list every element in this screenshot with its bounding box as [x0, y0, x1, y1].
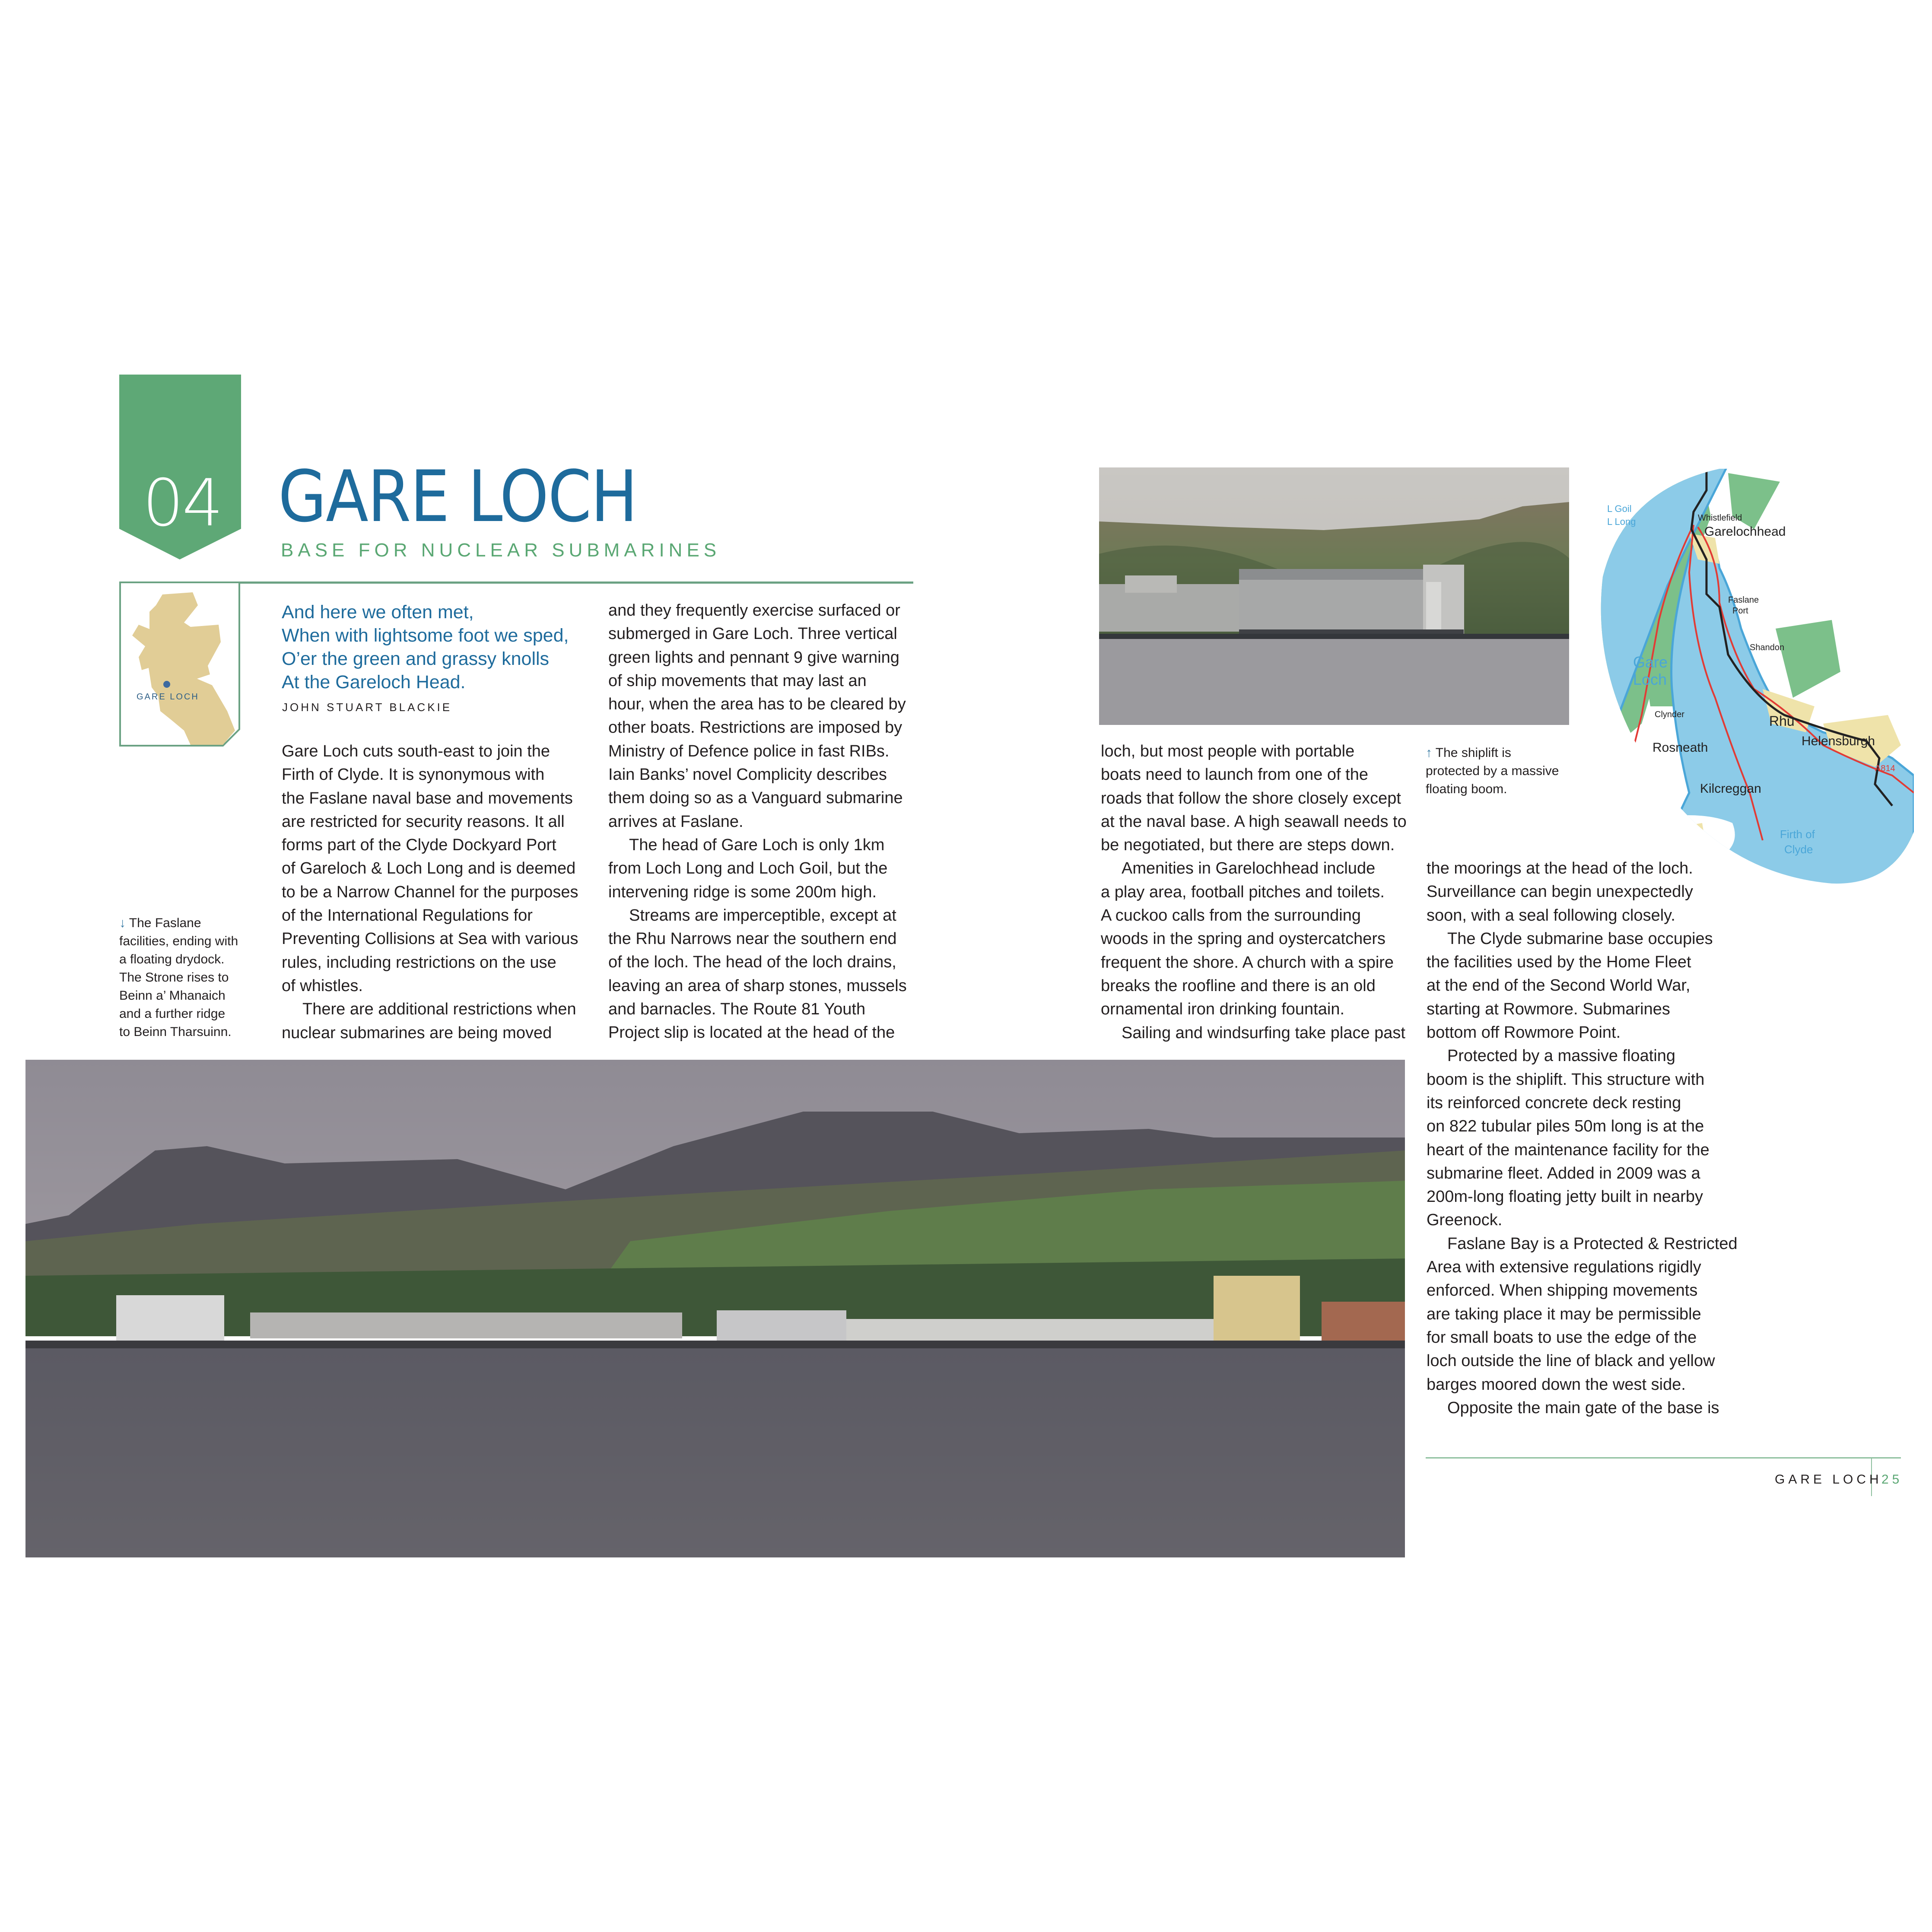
- poem-line: At the Gareloch Head.: [282, 672, 466, 693]
- text-line: There are additional restrictions when: [302, 1000, 576, 1019]
- text-line: loch outside the line of black and yellow: [1427, 1352, 1715, 1370]
- text-line: intervening ridge is some 200m high.: [608, 883, 877, 901]
- svg-text:Kilcreggan: Kilcreggan: [1700, 782, 1761, 796]
- text-line: of the loch. The head of the loch drains,: [608, 953, 896, 972]
- text-line: enforced. When shipping movements: [1427, 1281, 1698, 1300]
- text-line: and they frequently exercise surfaced or: [608, 601, 900, 620]
- text-line: of whistles.: [282, 976, 363, 995]
- svg-text:Whistlefield: Whistlefield: [1698, 513, 1742, 523]
- text-line: the Rhu Narrows near the southern end: [608, 930, 897, 948]
- svg-text:Rhu: Rhu: [1769, 713, 1795, 729]
- text-line: Project slip is located at the head of the: [608, 1023, 895, 1042]
- shiplift-photo: [1099, 467, 1569, 725]
- text-line: A cuckoo calls from the surrounding: [1101, 906, 1361, 925]
- svg-text:Firth of: Firth of: [1780, 828, 1815, 841]
- scotland-locator-map: [119, 582, 240, 747]
- caption-line: facilities, ending with: [119, 934, 238, 948]
- text-line: loch, but most people with portable: [1101, 742, 1355, 760]
- text-line: heart of the maintenance facility for the: [1427, 1141, 1710, 1159]
- caption-line: The shiplift is: [1435, 746, 1511, 760]
- chapter-subtitle: BASE FOR NUCLEAR SUBMARINES: [281, 540, 721, 561]
- svg-text:A814: A814: [1875, 764, 1895, 773]
- svg-text:Gare: Gare: [1633, 653, 1668, 671]
- svg-text:L Long: L Long: [1607, 516, 1636, 527]
- text-line: nuclear submarines are being moved: [282, 1023, 552, 1042]
- text-line: boom is the shiplift. This structure with: [1427, 1070, 1705, 1089]
- svg-text:Faslane: Faslane: [1728, 595, 1759, 605]
- text-line: the Faslane naval base and movements: [282, 789, 573, 807]
- poem-line: And here we often met,: [282, 602, 474, 623]
- text-line: Ministry of Defence police in fast RIBs.: [608, 742, 890, 760]
- text-line: leaving an area of sharp stones, mussels: [608, 976, 907, 995]
- svg-text:Shandon: Shandon: [1750, 643, 1785, 652]
- gare-loch-area-map: [1590, 464, 1914, 892]
- text-line: its reinforced concrete deck resting: [1427, 1093, 1681, 1112]
- inset-map-label: GARE LOCH: [137, 692, 199, 702]
- epigraph-poem: [282, 601, 610, 694]
- text-line: a play area, football pitches and toilets.: [1101, 883, 1385, 901]
- caption-line: Beinn a’ Mhanaich: [119, 988, 226, 1003]
- text-line: arrives at Faslane.: [608, 812, 744, 831]
- text-line: the facilities used by the Home Fleet: [1427, 953, 1691, 972]
- text-line: for small boats to use the edge of the: [1427, 1328, 1697, 1347]
- text-line: Preventing Collisions at Sea with various: [282, 930, 578, 948]
- text-line: Gare Loch cuts south-east to join the: [282, 742, 550, 760]
- text-line: Protected by a massive floating: [1447, 1047, 1676, 1065]
- text-line: are taking place it may be permissible: [1427, 1305, 1701, 1323]
- text-line: roads that follow the shore closely except: [1101, 789, 1401, 807]
- arrow-up-icon: ↑: [1426, 746, 1432, 760]
- svg-text:Helensburgh: Helensburgh: [1802, 734, 1875, 748]
- text-line: from Loch Long and Loch Goil, but the: [608, 859, 888, 878]
- body-column-1: [282, 740, 601, 1045]
- running-title: GARE LOCH: [1775, 1472, 1882, 1487]
- svg-text:Rosneath: Rosneath: [1652, 740, 1708, 755]
- caption-line: floating boom.: [1426, 782, 1507, 796]
- svg-text:Loch: Loch: [1633, 670, 1667, 688]
- poem-line: When with lightsome foot we sped,: [282, 625, 569, 646]
- text-line: green lights and pennant 9 give warning: [608, 648, 899, 667]
- body-column-4: [1427, 857, 1746, 1420]
- body-column-2: [608, 599, 928, 1045]
- svg-text:Clyde: Clyde: [1784, 843, 1813, 856]
- text-line: rules, including restrictions on the use: [282, 953, 556, 972]
- text-line: Opposite the main gate of the base is: [1447, 1398, 1719, 1417]
- text-line: soon, with a seal following closely.: [1427, 906, 1675, 925]
- text-line: them doing so as a Vanguard submarine: [608, 789, 903, 807]
- text-line: and barnacles. The Route 81 Youth: [608, 1000, 866, 1019]
- text-line: Surveillance can begin unexpectedly: [1427, 883, 1693, 901]
- text-line: are restricted for security reasons. It all: [282, 812, 565, 831]
- text-line: of the International Regulations for: [282, 906, 533, 925]
- svg-text:Port: Port: [1732, 606, 1748, 616]
- caption-line: to Beinn Tharsuinn.: [119, 1025, 232, 1039]
- text-line: be negotiated, but there are steps down.: [1101, 836, 1395, 855]
- poem-line: O’er the green and grassy knolls: [282, 648, 550, 669]
- text-line: Area with extensive regulations rigidly: [1427, 1258, 1701, 1277]
- text-line: 200m-long floating jetty built in nearby: [1427, 1188, 1703, 1206]
- text-line: Faslane Bay is a Protected & Restricted: [1447, 1234, 1738, 1253]
- arrow-down-icon: ↓: [119, 916, 126, 930]
- map-label: L Goil: [1607, 503, 1632, 514]
- text-line: submerged in Gare Loch. Three vertical: [608, 625, 897, 643]
- faslane-caption: [119, 914, 238, 1041]
- text-line: of Gareloch & Loch Long and is deemed: [282, 859, 576, 878]
- text-line: on 822 tubular piles 50m long is at the: [1427, 1117, 1704, 1136]
- body-column-3: [1101, 740, 1420, 1045]
- text-line: other boats. Restrictions are imposed by: [608, 718, 902, 737]
- svg-text:Garelochhead: Garelochhead: [1704, 524, 1786, 539]
- page-number: 25: [1881, 1472, 1903, 1487]
- footer-rule: [1426, 1457, 1901, 1459]
- text-line: hour, when the area has to be cleared by: [608, 695, 906, 714]
- text-line: Greenock.: [1427, 1211, 1503, 1230]
- shiplift-caption: [1426, 744, 1559, 798]
- caption-line: protected by a massive: [1426, 764, 1559, 778]
- text-line: Firth of Clyde. It is synonymous with: [282, 766, 545, 784]
- poem-attribution: JOHN STUART BLACKIE: [282, 701, 452, 714]
- text-line: submarine fleet. Added in 2009 was a: [1427, 1164, 1700, 1182]
- location-marker-icon: [163, 681, 170, 688]
- text-line: The head of Gare Loch is only 1km: [629, 836, 885, 854]
- text-line: forms part of the Clyde Dockyard Port: [282, 836, 556, 855]
- svg-text:Clynder: Clynder: [1655, 710, 1684, 719]
- text-line: barges moored down the west side.: [1427, 1375, 1686, 1394]
- caption-line: The Faslane: [129, 916, 201, 930]
- caption-line: The Strone rises to: [119, 970, 229, 985]
- caption-line: and a further ridge: [119, 1007, 226, 1021]
- text-line: Amenities in Garelochhead include: [1122, 859, 1376, 878]
- faslane-panorama-photo: [25, 1060, 1405, 1557]
- text-line: the moorings at the head of the loch.: [1427, 859, 1693, 877]
- text-line: starting at Rowmore. Submarines: [1427, 1000, 1670, 1018]
- text-line: at the naval base. A high seawall needs to: [1101, 812, 1407, 831]
- chapter-number: 04: [143, 466, 222, 541]
- caption-line: a floating drydock.: [119, 952, 225, 966]
- text-line: Streams are imperceptible, except at: [629, 906, 896, 925]
- chapter-title: GARE LOCH: [278, 455, 637, 538]
- text-line: of ship movements that may last an: [608, 671, 867, 690]
- text-line: to be a Narrow Channel for the purposes: [282, 883, 578, 901]
- text-line: at the end of the Second World War,: [1427, 976, 1690, 995]
- text-line: breaks the roofline and there is an old: [1101, 976, 1376, 995]
- text-line: ornamental iron drinking fountain.: [1101, 1000, 1345, 1019]
- text-line: bottom off Rowmore Point.: [1427, 1023, 1621, 1042]
- text-line: The Clyde submarine base occupies: [1447, 929, 1713, 948]
- text-line: boats need to launch from one of the: [1101, 766, 1368, 784]
- text-line: Iain Banks’ novel Complicity describes: [608, 766, 887, 784]
- text-line: woods in the spring and oystercatchers: [1101, 930, 1386, 948]
- text-line: Sailing and windsurfing take place past: [1122, 1023, 1405, 1042]
- text-line: frequent the shore. A church with a spire: [1101, 953, 1394, 972]
